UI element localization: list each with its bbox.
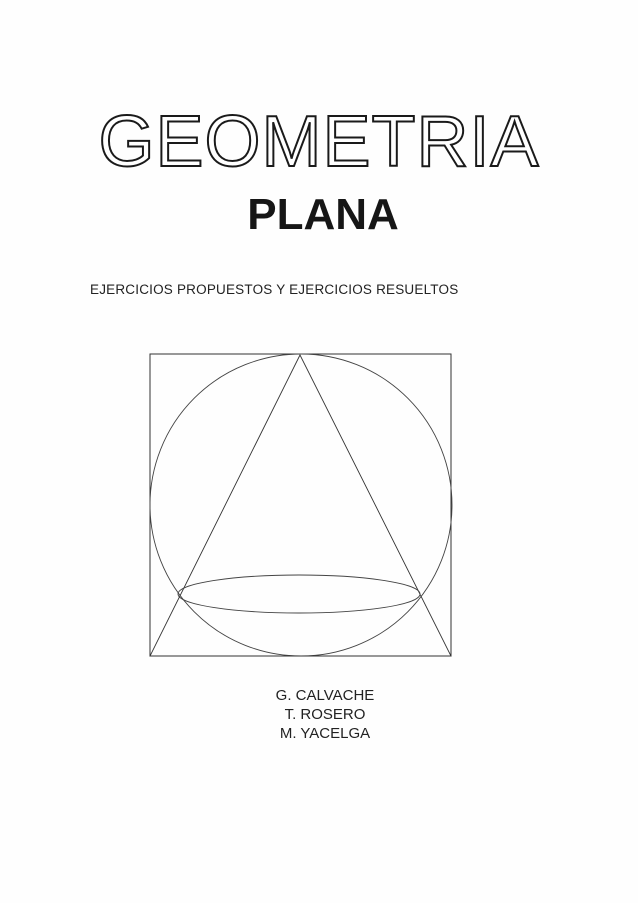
geometry-figure — [148, 352, 454, 660]
figure-triangle — [150, 355, 451, 656]
book-subtitle: PLANA — [247, 190, 399, 239]
figure-square — [150, 354, 451, 656]
book-tagline: EJERCICIOS PROPUESTOS Y EJERCICIOS RESUELTOS — [90, 282, 459, 297]
book-title: GEOMETRIA — [98, 102, 540, 182]
author-name: M. YACELGA — [279, 725, 371, 742]
figure-ellipse — [178, 575, 420, 613]
figure-circle — [150, 354, 452, 656]
author-name: T. ROSERO — [284, 706, 366, 723]
author-list — [0, 686, 638, 743]
author-name: G. CALVACHE — [275, 687, 375, 704]
